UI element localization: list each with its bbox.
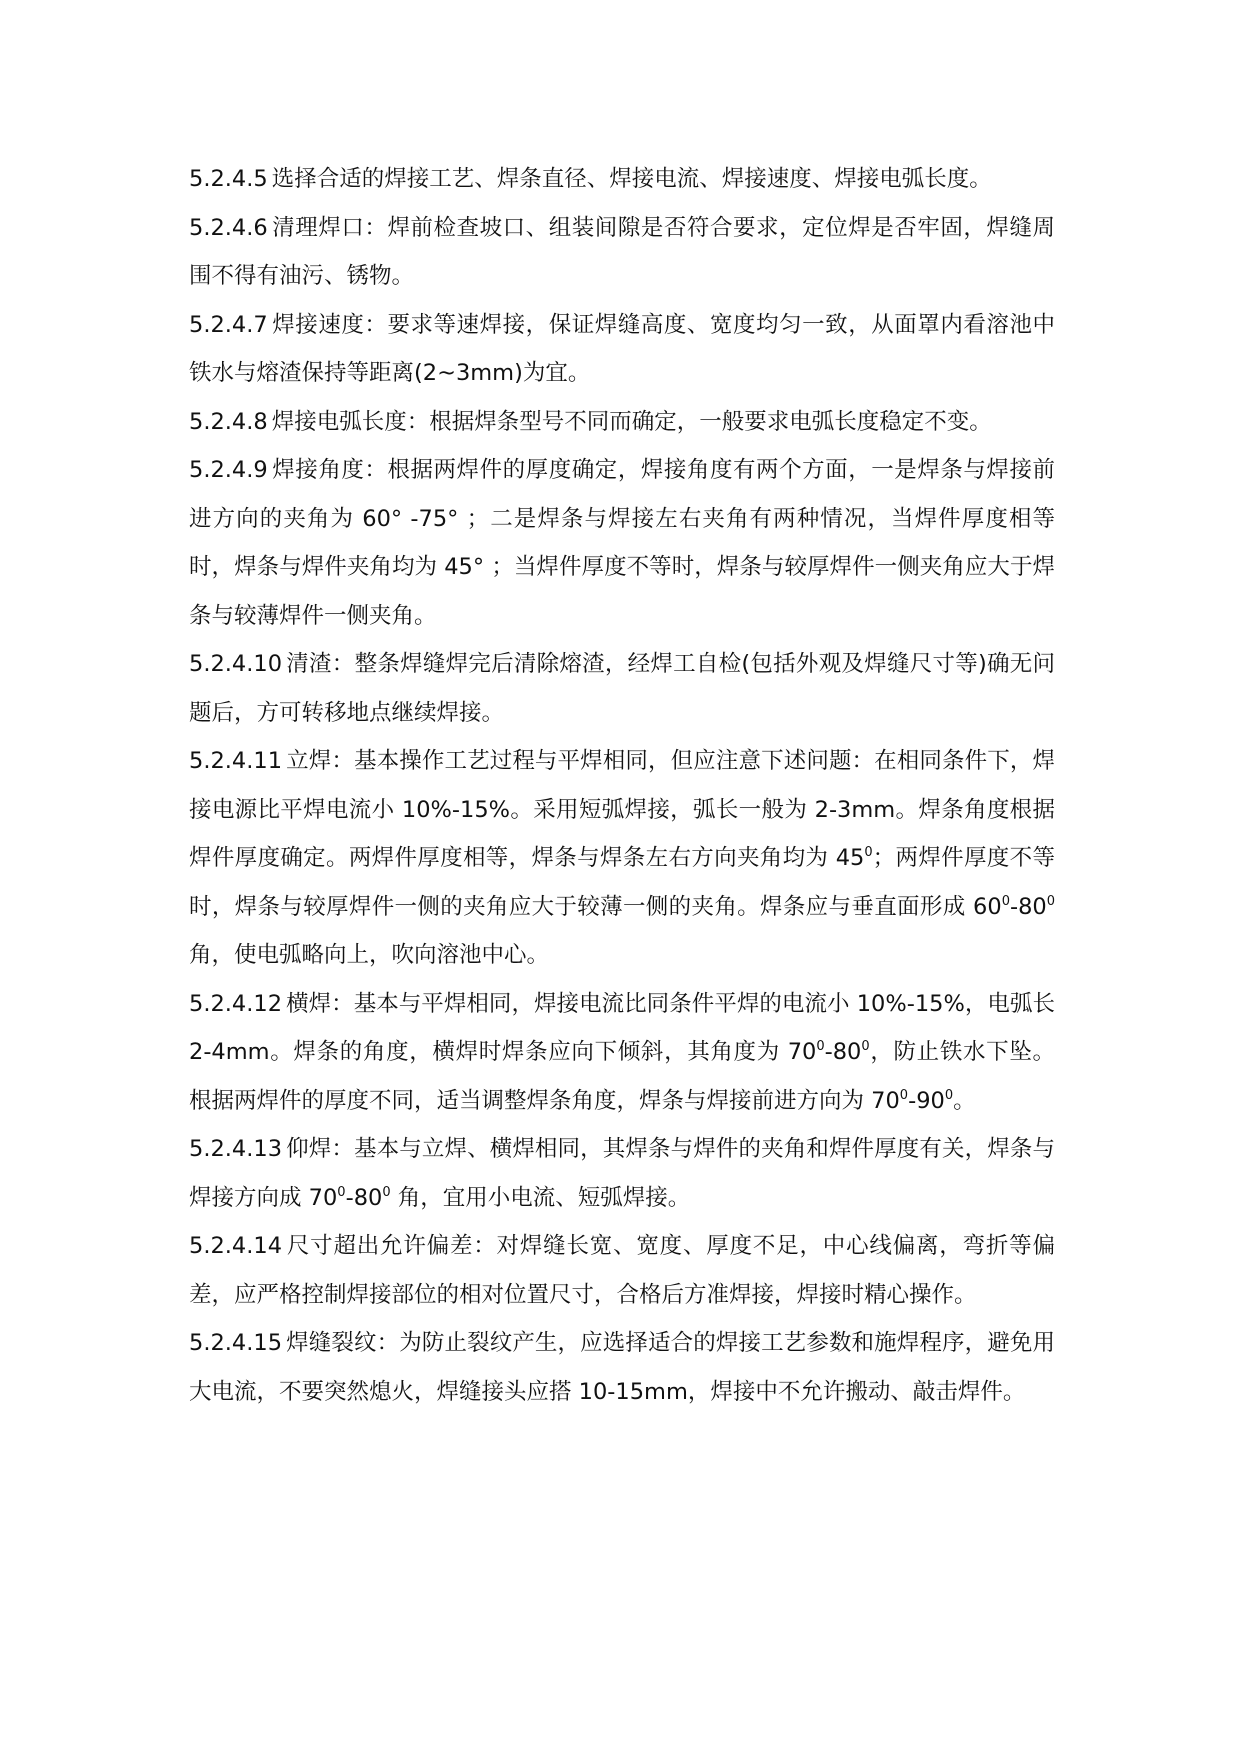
document-body xyxy=(189,155,1055,1416)
section-number: 5.2.4.15 xyxy=(189,1330,283,1356)
degree-superscript: 0 xyxy=(864,845,873,860)
paragraph-text: ；两焊件厚度不等时，焊条与较厚焊件一侧的夹角应大于较薄一侧的夹角。焊条应与垂直面形成 60 xyxy=(189,845,1055,920)
section-number: 5.2.4.14 xyxy=(189,1233,283,1259)
paragraph-text: 尺寸超出允许偏差：对焊缝长宽、宽度、厚度不足，中心线偏离，弯折等偏差，应严格控制焊接部位的相对位置尺寸，合格后方准焊接，焊接时精心操作。 xyxy=(189,1233,1055,1308)
degree-superscript: 0 xyxy=(337,1184,346,1200)
paragraph-5-2-4-14 xyxy=(189,1222,1055,1319)
paragraph-5-2-4-6 xyxy=(189,204,1055,301)
degree-superscript: 0 xyxy=(1046,893,1055,909)
paragraph-text: 。 xyxy=(953,1087,976,1114)
paragraph-text: 焊接电弧长度：根据焊条型号不同而确定，一般要求电弧长度稳定不变。 xyxy=(271,408,992,435)
paragraph-text: 清渣：整条焊缝焊完后清除熔渣，经焊工自检(包括外观及焊缝尺寸等)确无问题后，方可转移地点继续焊接。 xyxy=(189,651,1055,726)
section-number: 5.2.4.7 xyxy=(189,311,268,338)
paragraph-5-2-4-8 xyxy=(189,398,1055,447)
degree-superscript: 0 xyxy=(944,1087,954,1103)
degree-superscript: 0 xyxy=(1001,893,1010,909)
paragraph-text: -90 xyxy=(908,1087,945,1114)
degree-superscript: 0 xyxy=(816,1039,825,1054)
paragraph-text: ，防止铁水下坠。根据两焊件的厚度不同，适当调整焊条角度，焊条与焊接前进方向为 70 xyxy=(189,1039,1055,1114)
section-number: 5.2.4.11 xyxy=(189,748,283,774)
section-number: 5.2.4.9 xyxy=(189,457,268,483)
paragraph-text: -80 xyxy=(824,1039,862,1065)
paragraph-text: 焊接角度：根据两焊件的厚度确定，焊接角度有两个方面，一是焊条与焊接前进方向的夹角为 60° -75° ；二是焊条与焊接左右夹角有两种情况，当焊件厚度相等时，焊条与焊件夹角均为 45° ；当焊件厚度不等时，焊条与较厚焊件一侧夹角应大于焊条与较薄焊件一侧夹角。 xyxy=(189,457,1055,629)
paragraph-text: -80 xyxy=(1009,893,1047,920)
section-number: 5.2.4.8 xyxy=(189,408,268,435)
paragraph-5-2-4-13 xyxy=(189,1125,1055,1222)
paragraph-text: 仰焊：基本与立焊、横焊相同，其焊条与焊件的夹角和焊件厚度有关，焊条与焊接方向成 70 xyxy=(189,1136,1055,1211)
paragraph-5-2-4-11 xyxy=(189,737,1055,980)
section-number: 5.2.4.10 xyxy=(189,651,283,677)
section-number: 5.2.4.5 xyxy=(189,166,268,192)
section-number: 5.2.4.13 xyxy=(189,1136,283,1162)
paragraph-text: 选择合适的焊接工艺、焊条直径、焊接电流、焊接速度、焊接电弧长度。 xyxy=(271,166,992,192)
section-number: 5.2.4.6 xyxy=(189,214,268,241)
paragraph-5-2-4-9 xyxy=(189,446,1055,640)
paragraph-5-2-4-7 xyxy=(189,301,1055,398)
paragraph-text: -80 xyxy=(345,1184,383,1211)
paragraph-text: 横焊：基本与平焊相同，焊接电流比同条件平焊的电流小 10%-15%，电弧长 2-4mm。焊条的角度，横焊时焊条应向下倾斜，其角度为 70 xyxy=(189,990,1055,1065)
section-number: 5.2.4.12 xyxy=(189,990,283,1017)
paragraph-5-2-4-12 xyxy=(189,980,1055,1126)
paragraph-text: 立焊：基本操作工艺过程与平焊相同，但应注意下述问题：在相同条件下，焊接电源比平焊电流小 10%-15%。采用短弧焊接，弧长一般为 2-3mm。焊条角度根据焊件厚度确定。两焊件厚度相等，焊条与焊条左右方向夹角均为 45 xyxy=(189,748,1055,871)
paragraph-5-2-4-10 xyxy=(189,640,1055,737)
paragraph-text: 角，宜用小电流、短弧焊接。 xyxy=(390,1184,691,1211)
degree-superscript: 0 xyxy=(382,1184,391,1200)
paragraph-text: 焊接速度：要求等速焊接，保证焊缝高度、宽度均匀一致，从面罩内看溶池中铁水与熔渣保持等距离(2~3mm)为宜。 xyxy=(189,311,1055,386)
degree-superscript: 0 xyxy=(861,1039,870,1054)
paragraph-text: 清理焊口：焊前检查坡口、组装间隙是否符合要求，定位焊是否牢固，焊缝周围不得有油污、锈物。 xyxy=(189,214,1055,289)
paragraph-text: 焊缝裂纹：为防止裂纹产生，应选择适合的焊接工艺参数和施焊程序，避免用大电流，不要突然熄火，焊缝接头应搭 10-15mm，焊接中不允许搬动、敲击焊件。 xyxy=(189,1330,1055,1405)
degree-superscript: 0 xyxy=(899,1087,909,1103)
paragraph-text: 角，使电弧略向上，吹向溶池中心。 xyxy=(189,942,550,968)
paragraph-5-2-4-15 xyxy=(189,1319,1055,1416)
paragraph-5-2-4-5 xyxy=(189,155,1055,204)
